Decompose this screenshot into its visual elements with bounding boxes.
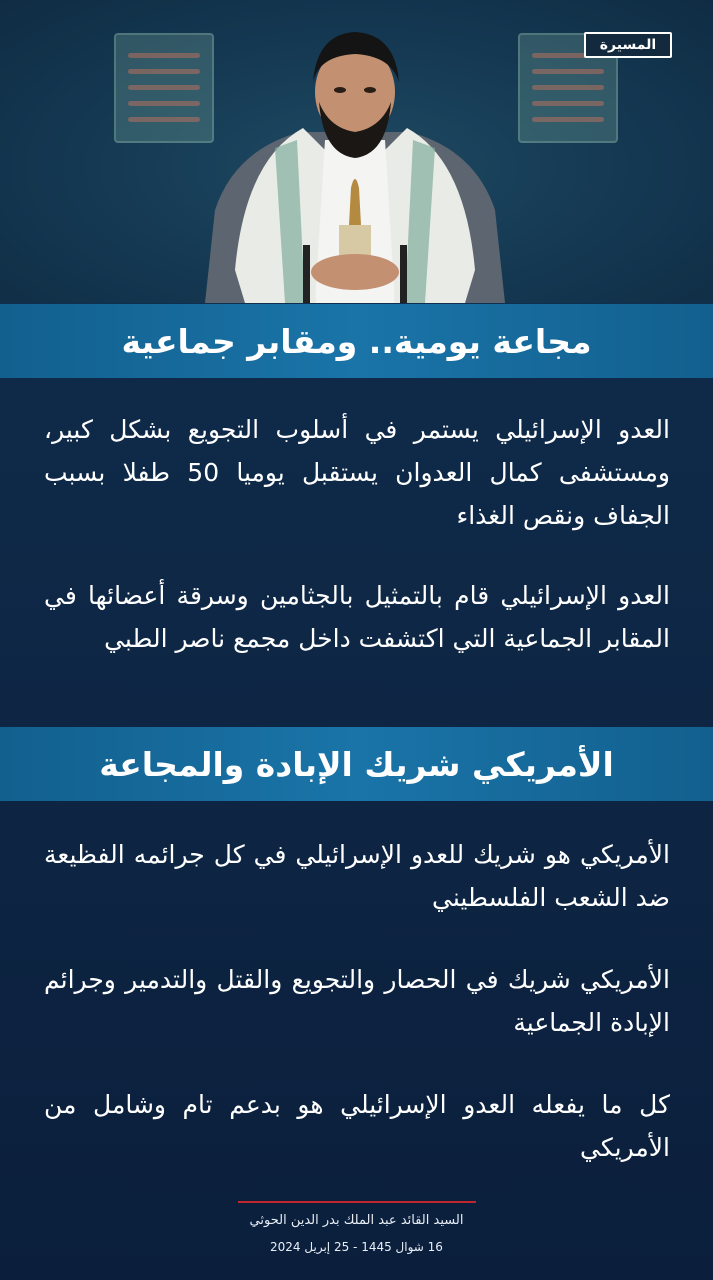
section-heading-famine [0, 304, 713, 378]
section-heading-partner [0, 727, 713, 801]
signature-divider [238, 1201, 476, 1203]
paragraph-american-partner: الأمريكي هو شريك للعدو الإسرائيلي في كل جرائمه الفظيعة ضد الشعب الفلسطيني [44, 840, 670, 912]
paragraph-starvation: العدو الإسرائيلي يستمر في أسلوب التجويع بشكل كبير، ومستشفى كمال العدوان يستقبل يوميا 50 طفلا بسبب الجفاف ونقص الغذاء [44, 415, 670, 530]
signature-name: السيد القائد عبد الملك بدر الدين الحوثي [249, 1213, 464, 1228]
speaker-figure [205, 20, 505, 303]
almasirah-logo: المسيرة [584, 32, 672, 58]
background-banner-left [114, 33, 214, 143]
paragraph-siege: الأمريكي شريك في الحصار والتجويع والقتل والتدمير وجرائم الإبادة الجماعية [44, 965, 670, 1037]
section-heading-text: مجاعة يومية.. ومقابر جماعية [121, 321, 592, 361]
paragraph-mass-graves: العدو الإسرائيلي قام بالتمثيل بالجثامين وسرقة أعضائها في المقابر الجماعية التي اكتشفت داخل مجمع ناصر الطبي [44, 581, 670, 653]
section-heading-text: الأمريكي شريك الإبادة والمجاعة [99, 744, 614, 784]
signature-date: 16 شوال 1445 - 25 إبريل 2024 [270, 1240, 443, 1254]
paragraph-full-support: كل ما يفعله العدو الإسرائيلي هو بدعم تام وشامل من الأمريكي [44, 1090, 670, 1162]
